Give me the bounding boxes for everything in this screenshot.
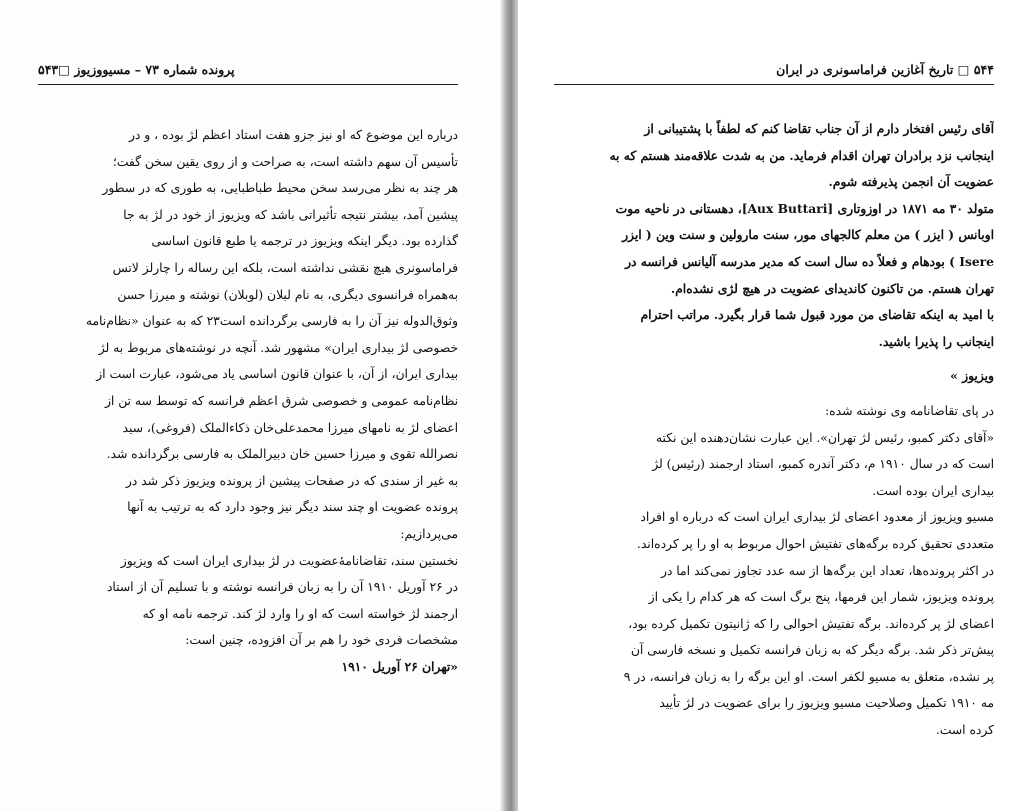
- text-line: تهران هستم. من تاکنون کاندیدای عضویت در هیچ لژی نشده‌ام.: [670, 280, 994, 296]
- text-line: اوبانس ( ایزر ) من معلم کالجهای مور، سنت مارولین و سنت وین ( ایزر: [622, 227, 994, 243]
- text-line: بیداری ایران، از آن، با عنوان قانون اساسی یاد می‌شود، عبارت است از: [96, 367, 458, 382]
- text-line: پرونده ویزیوز، شمار این فرمها، پنج برگ است که هر کدام را یکی از: [648, 590, 994, 605]
- text-line: پر نشده، متعلق به مسیو لکفر است. او این برگه را به زبان فرانسه، در ۹: [623, 669, 994, 684]
- left-header-rule: [38, 84, 458, 85]
- text-line: هر چند به نظر می‌رسد سخن محیط طباطبایی، به طوری که در سطور: [102, 181, 458, 196]
- text-line: متولد ۳۰ مه ۱۸۷۱ در اوزوتاری [Aux Buttari]، دهستانی در ناحیه موت: [615, 200, 994, 216]
- text-line: گذارده بود. دیگر اینکه ویزیوز در ترجمه یا طبع قانون اساسی: [151, 234, 458, 249]
- text-line: عضویت آن انجمن پذیرفته شوم.: [828, 174, 994, 190]
- text-line: اعضای لژ پر کرده‌اند. برگه تفتیش احوالی را که ژانیتون تکمیل کرده بود،: [628, 616, 994, 631]
- text-line: اینجانب را پذیرا باشید.: [878, 333, 994, 349]
- text-line: به‌همراه فرانسوی دیگری، به نام لبلان (لوبلان) نوشته و میرزا حسن: [117, 287, 458, 302]
- right-page-body: [558, 116, 994, 744]
- text-line: «آقای دکتر کمبو، رئیس لژ تهران». این عبارت نشان‌دهنده این نکته: [655, 430, 994, 445]
- text-line: پیش‌تر ذکر شد. برگه دیگر که به زبان فرانسه تکمیل و نسخه فارسی آن: [630, 643, 994, 658]
- right-page: [518, 0, 1024, 811]
- text-line: نخستین سند، تقاضانامهٔ‌عضویت در لژ بیداری ایران است که ویزیوز: [120, 553, 458, 568]
- letter-date-line: «تهران ۲۶ آوریل ۱۹۱۰: [341, 658, 458, 674]
- text-line: پیشین آمد، بیشتر نتیجه تأثیراتی باشد که ویزیوز از خود در لژ به جا: [123, 207, 458, 222]
- text-line: مشخصات فردی خود را هم بر آن افزوده، چنین است:: [185, 633, 458, 648]
- text-line: کرده است.: [935, 723, 994, 738]
- text-line: نظام‌نامه عمومی و خصوصی شرق اعظم فرانسه که توسط سه تن از: [104, 393, 458, 408]
- text-line: درباره این موضوع که او نیز جزو هفت استاد اعظم لژ بوده ، و در: [128, 128, 458, 142]
- text-line: وثوق‌الدوله نیز آن را به فارسی برگردانده است۲۳ که به عنوان «نظام‌نامه: [85, 314, 458, 329]
- text-line: تأسیس آن سهم داشته است، به صراحت و از روی یقین سخن گفت؛: [112, 154, 458, 169]
- text-line: اینجانب نزد برادران تهران اقدام فرماید. من به شدت علاقه‌مند هستم که به: [609, 147, 994, 163]
- text-line: اعضای لژ به نامهای میرزا محمدعلی‌خان ذکاء‌الملک (فروغی)، سید: [122, 420, 458, 435]
- text-line: Isere ) بودهام و فعلاً ده سال است که مدیر مدرسه آلیانس فرانسه در: [625, 253, 994, 269]
- text-line: نصرالله تقوی و میرزا حسین خان دبیرالملک به فارسی برگردانده شد.: [106, 447, 458, 462]
- text-line: ارجمند لژ خواسته است که او را وارد لژ کند. ترجمه نامه او که: [142, 606, 458, 621]
- text-line: در پای تقاضانامه وی نوشته شده:: [825, 403, 994, 418]
- text-line: در اکثر پرونده‌ها، تعداد این برگه‌ها از سه عدد تجاوز نمی‌کند اما در: [660, 563, 994, 578]
- text-line: می‌پردازیم:: [400, 526, 458, 541]
- text-line: در ۲۶ آوریل ۱۹۱۰ آن را به زبان فرانسه نوشته و با تسلیم آن از استاد: [106, 580, 458, 595]
- left-page: [0, 0, 504, 811]
- text-line: با امید به اینکه تقاضای من مورد قبول شما قرار بگیرد. مراتب احترام: [640, 307, 994, 323]
- text-line: بیداری ایران بوده است.: [872, 483, 994, 498]
- left-page-header: پرونده شماره ۷۳ – مسیووزیوز □۵۴۳: [38, 62, 235, 77]
- text-line: مسیو ویزیوز از معدود اعضای لژ بیداری ایران است که درباره او افراد: [640, 510, 994, 525]
- text-line: پرونده عضویت او چند سند دیگر نیز وجود دارد که به ترتیب به آنها: [127, 500, 458, 515]
- text-line: متعددی تحقیق کرده برگه‌های تفتیش احوال مربوط به او را پر کرده‌اند.: [636, 536, 994, 551]
- text-line: فراماسونری هیچ نقشی نداشته است، بلکه این رساله را چارلز لاتس: [112, 260, 458, 275]
- text-line: مه ۱۹۱۰ تکمیل وصلاحیت مسیو ویزیوز را برای عضویت در لژ تأیید: [659, 696, 994, 711]
- right-header-rule: [554, 84, 994, 85]
- text-line: به غیر از سندی که در صفحات پیشین از پرونده ویزیوز ذکر شد در: [125, 473, 458, 488]
- text-line: خصوصی لژ بیداری ایران» مشهور شد. آنچه در نوشته‌های مربوط به لژ: [98, 340, 458, 355]
- text-line: آقای رئیس افتخار دارم از آن جناب تقاضا کنم که لطفاً با پشتیبانی از: [644, 121, 994, 136]
- right-page-header: ۵۴۴ □ تاریخ آغازین فراماسونری در ایران: [776, 62, 994, 77]
- left-page-body: [46, 122, 458, 680]
- signature-line: ویزیوز »: [950, 368, 994, 384]
- text-line: است که در سال ۱۹۱۰ م، دکتر آندره کمبو، استاد ارجمند (رئیس) لژ: [652, 457, 994, 472]
